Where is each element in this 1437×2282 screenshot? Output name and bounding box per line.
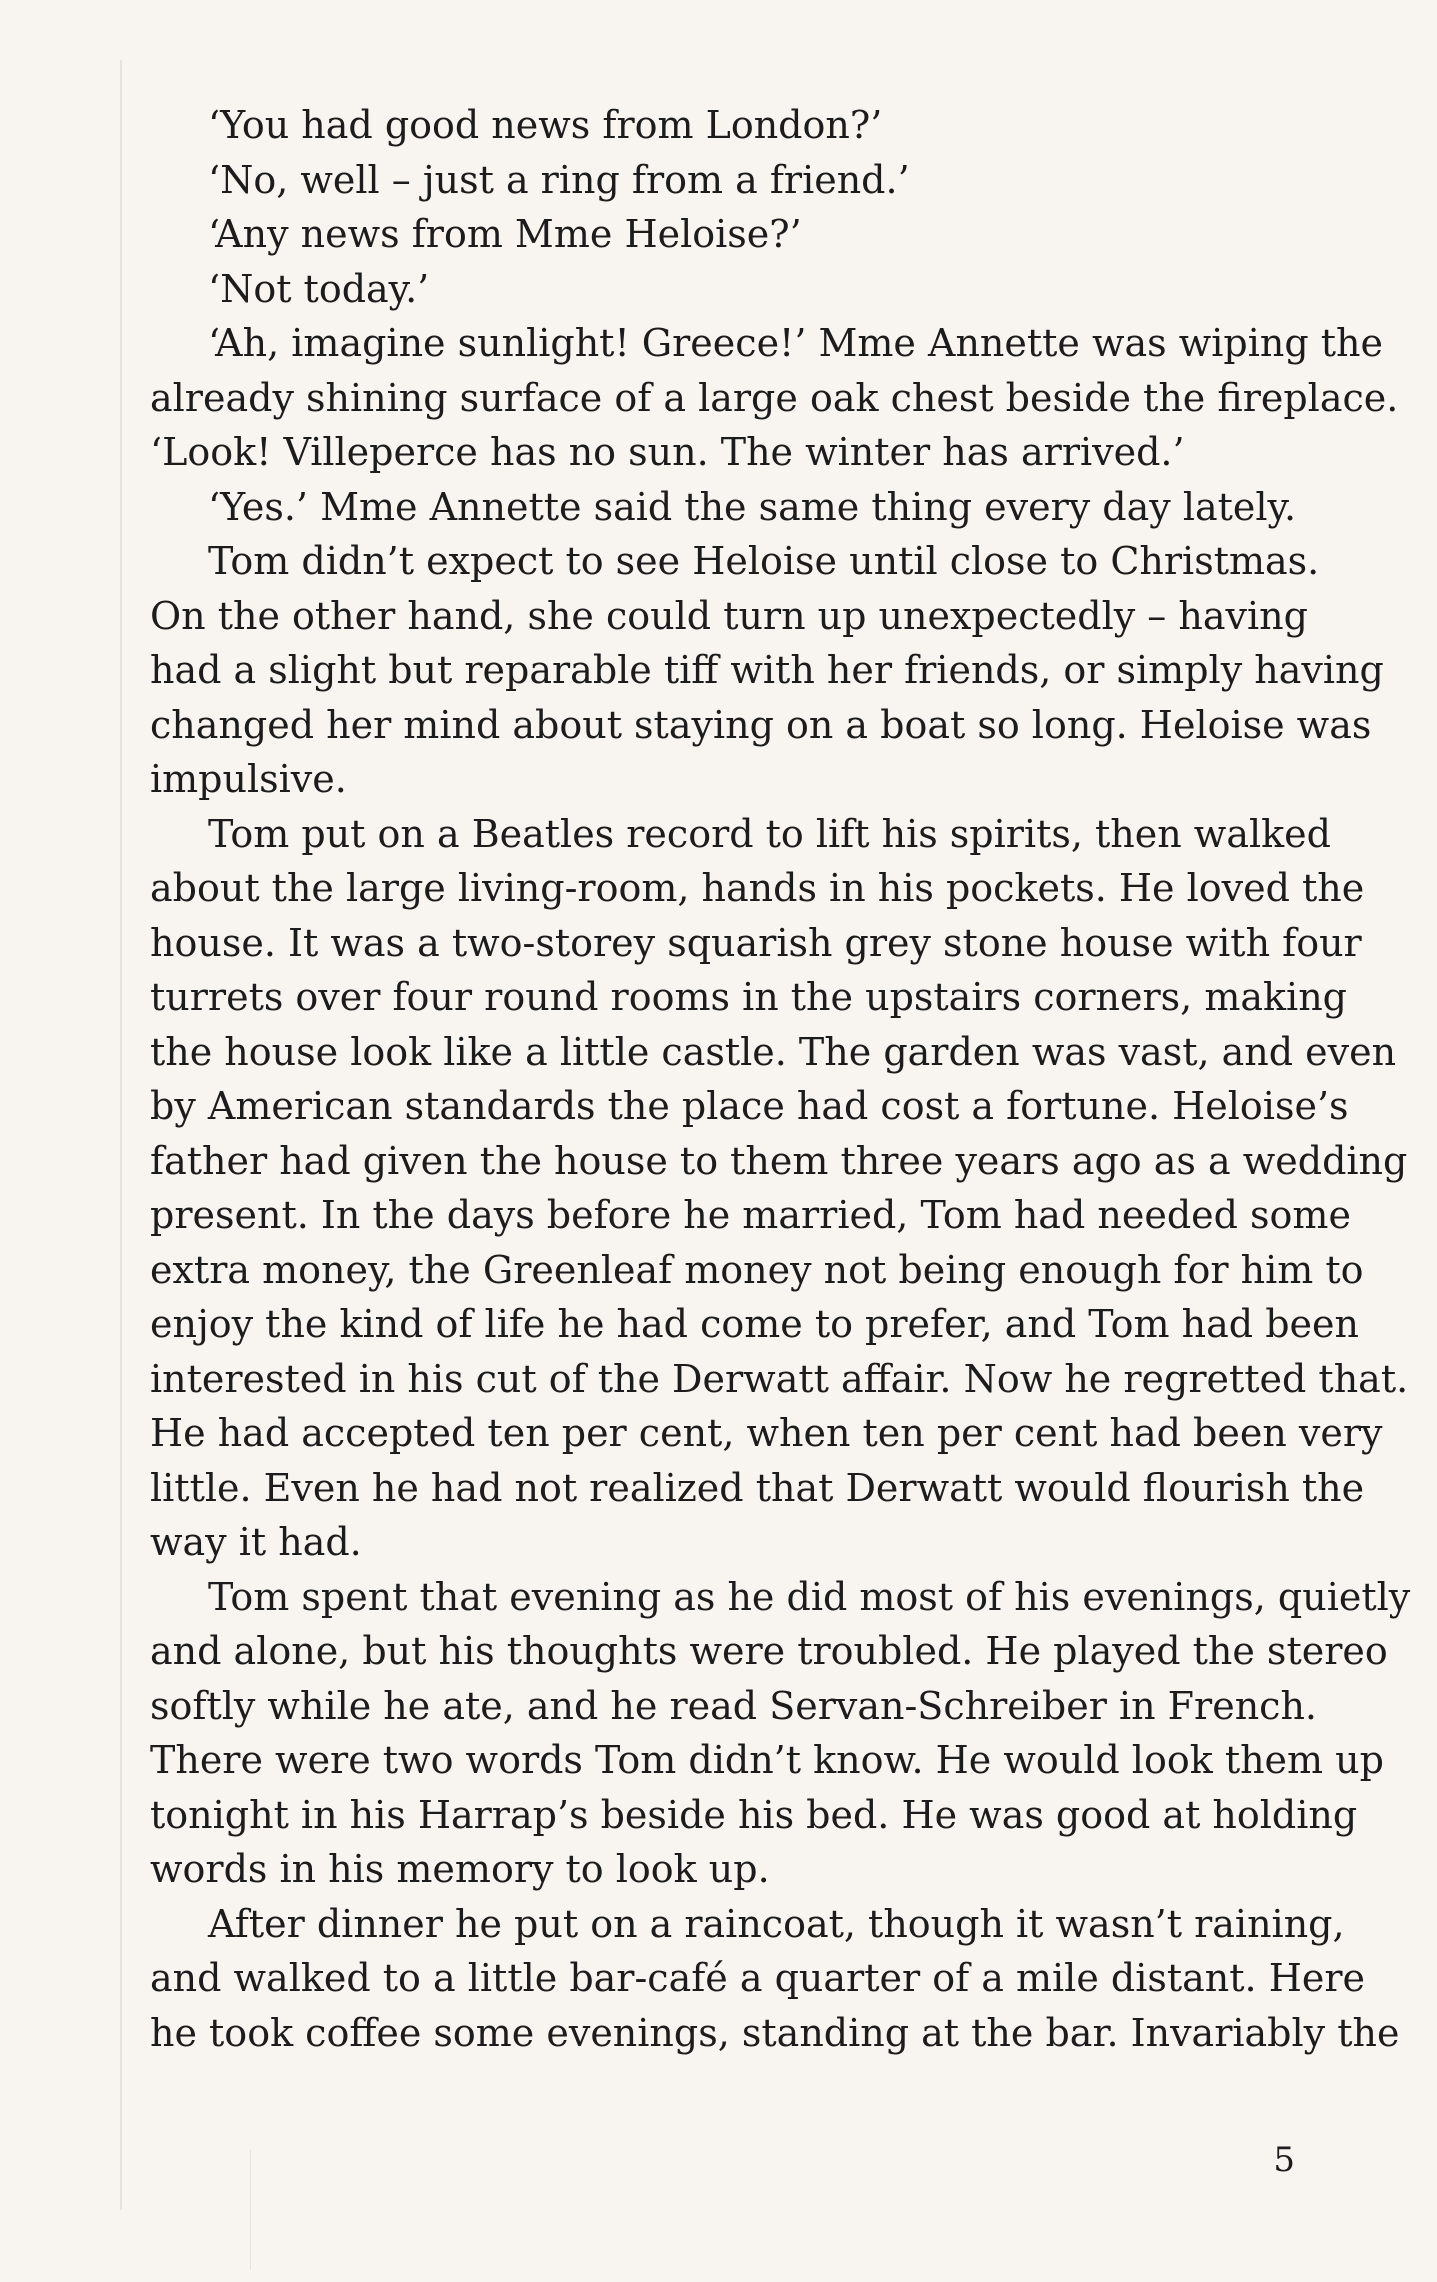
text-line: about the large living-room, hands in his pockets. He loved the (150, 866, 1365, 910)
text-line: ‘Not today.’ (208, 266, 430, 311)
text-line: There were two words Tom didn’t know. He would look them up (150, 1738, 1384, 1782)
text-line: ‘No, well – just a ring from a friend.’ (208, 157, 910, 202)
text-line: tonight in his Harrap’s beside his bed. He was good at holding (150, 1792, 1358, 1837)
text-line: Tom didn’t expect to see Heloise until close to Christmas. (208, 539, 1320, 583)
text-line: ‘Any news from Mme Heloise?’ (208, 212, 802, 256)
body-text (150, 98, 1411, 2060)
text-line: ‘Look! Villeperce has no sun. The winter has arrived.’ (150, 430, 1185, 474)
text-line: He had accepted ten per cent, when ten per cent had been very (150, 1411, 1383, 1455)
text-line: softly while he ate, and he read Servan-Schreiber in French. (150, 1683, 1317, 1728)
text-line: father had given the house to them three years ago as a wedding (150, 1138, 1408, 1183)
text-line: little. Even he had not realized that Derwatt would flourish the (150, 1465, 1365, 1510)
text-line: extra money, the Greenleaf money not being enough for him to (150, 1247, 1364, 1292)
text-line: After dinner he put on a raincoat, though it wasn’t raining, (208, 1901, 1345, 1946)
text-line: ‘Ah, imagine sunlight! Greece!’ Mme Annette was wiping the (208, 321, 1384, 365)
text-line: enjoy the kind of life he had come to prefer, and Tom had been (150, 1302, 1359, 1346)
scan-shadow-bottom (250, 2150, 251, 2270)
scan-shadow-left (120, 60, 122, 2210)
text-line: house. It was a two-storey squarish grey stone house with four (150, 920, 1362, 965)
text-line: the house look like a little castle. The garden was vast, and even (150, 1029, 1397, 1074)
text-line: already shining surface of a large oak chest beside the fireplace. (150, 375, 1399, 420)
text-line: impulsive. (150, 757, 347, 801)
text-line: ‘You had good news from London?’ (208, 103, 883, 147)
text-line: he took coffee some evenings, standing at the bar. Invariably the (150, 2010, 1400, 2055)
text-line: had a slight but reparable tiff with her friends, or simply having (150, 648, 1384, 692)
text-line: changed her mind about staying on a boat so long. Heloise was (150, 702, 1372, 747)
text-line: ‘Yes.’ Mme Annette said the same thing every day lately. (208, 484, 1297, 529)
text-line: turrets over four round rooms in the upstairs corners, making (150, 975, 1347, 1019)
text-line: by American standards the place had cost a fortune. Heloise’s (150, 1084, 1349, 1128)
text-line: Tom put on a Beatles record to lift his spirits, then walked (208, 811, 1331, 856)
text-line: On the other hand, she could turn up unexpectedly – having (150, 593, 1308, 638)
text-line: interested in his cut of the Derwatt affair. Now he regretted that. (150, 1356, 1409, 1401)
text-line: way it had. (150, 1520, 362, 1564)
text-line: words in his memory to look up. (150, 1847, 770, 1891)
text-line: Tom spent that evening as he did most of his evenings, quietly (208, 1574, 1411, 1619)
text-line: present. In the days before he married, Tom had needed some (150, 1193, 1351, 1237)
text-line: and walked to a little bar-café a quarter of a mile distant. Here (150, 1956, 1365, 2000)
page-number: 5 (1273, 2140, 1295, 2180)
text-line: and alone, but his thoughts were troubled. He played the stereo (150, 1629, 1388, 1673)
